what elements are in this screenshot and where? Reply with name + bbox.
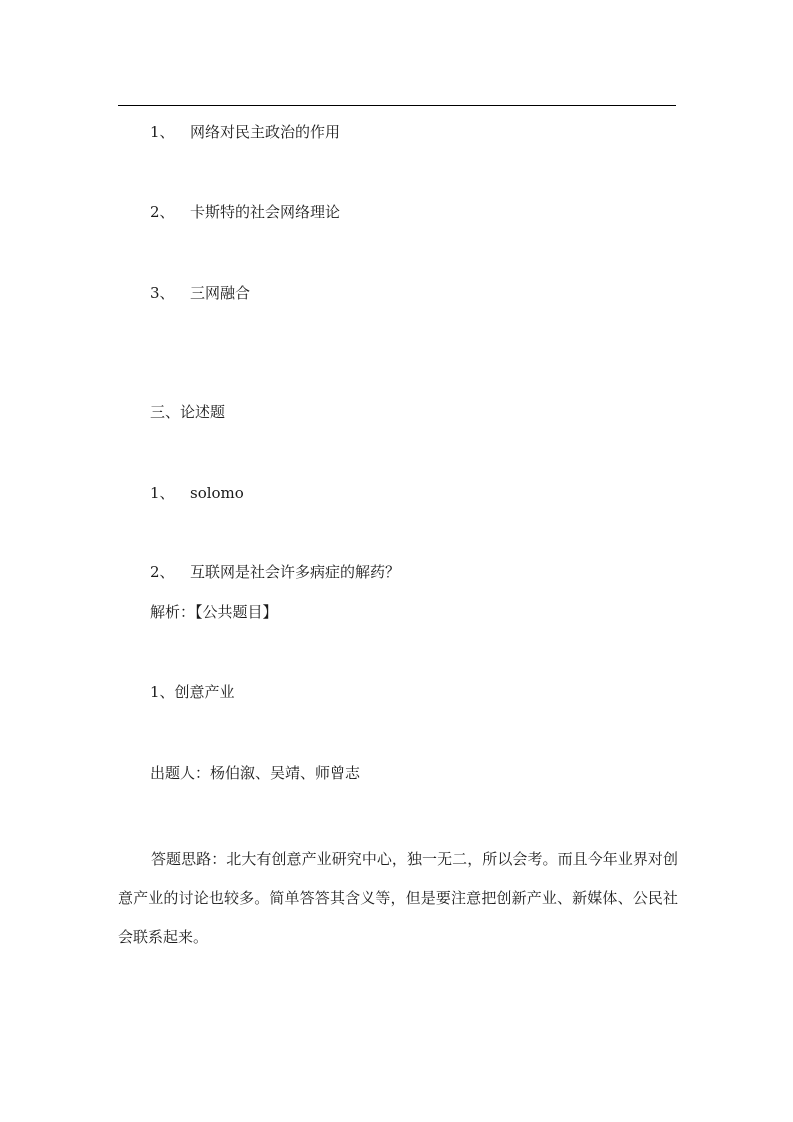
list-item (150, 562, 400, 582)
topic-title: 1、创意产业 (150, 683, 235, 701)
section-heading: 三、论述题 (150, 403, 226, 421)
item-number: 1、 (150, 484, 175, 502)
item-number: 3、 (150, 284, 175, 302)
list-item (150, 283, 250, 303)
answer-paragraph: 答题思路：北大有创意产业研究中心，独一无二，所以会考。而且今年业界对创意产业的讨论也较多。简单答答其含义等，但是要注意把创新产业、新媒体、公民社会联系起来。 (118, 850, 678, 946)
item-text: 三网融合 (190, 284, 251, 302)
item-text: solomo (190, 484, 244, 502)
question-setters: 出题人：杨伯溆、吴靖、师曾志 (150, 764, 361, 782)
item-number: 1、 (150, 123, 175, 141)
list-item (150, 483, 244, 503)
analysis-label: 解析：【公共题目】 (150, 603, 278, 621)
item-number: 2、 (150, 563, 175, 581)
item-text: 网络对民主政治的作用 (190, 123, 341, 141)
item-number: 2、 (150, 203, 175, 221)
item-text: 互联网是社会许多病症的解药？ (190, 563, 401, 581)
list-item (150, 202, 340, 222)
header-rule (118, 105, 676, 106)
list-item (150, 122, 340, 142)
item-text: 卡斯特的社会网络理论 (190, 203, 341, 221)
